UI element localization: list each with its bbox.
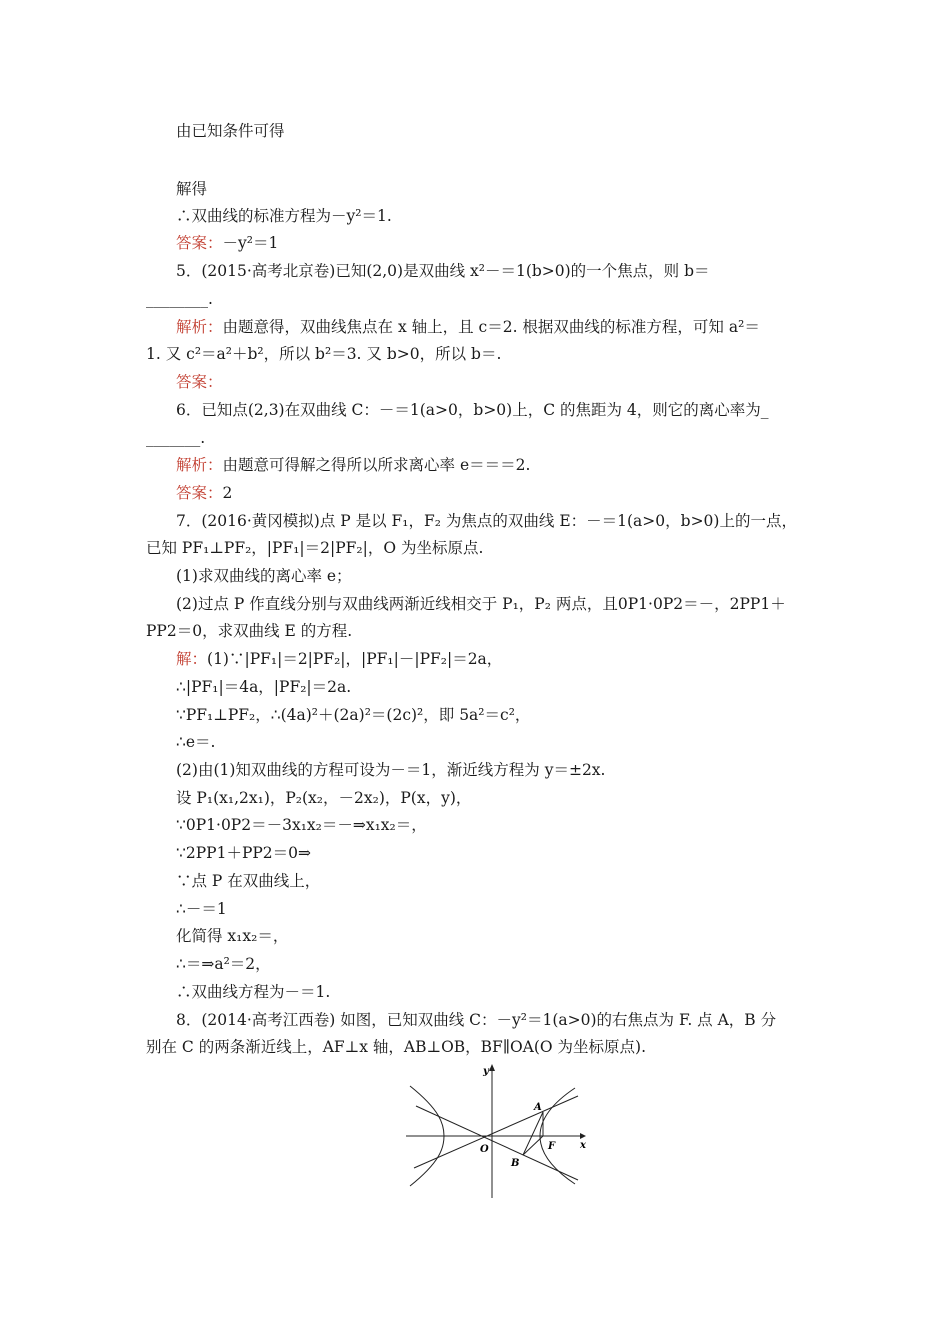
label-f: F bbox=[548, 1141, 556, 1152]
answer-text: －y²＝1 bbox=[222, 234, 279, 252]
text-line: ∵PF₁⊥PF₂，∴(4a)²＋(2a)²＝(2c)²，即 5a²＝c²， bbox=[176, 706, 531, 724]
question-8: 8．(2014·高考江西卷) 如图，已知双曲线 C：－y²＝1(a>0)的右焦点为 F. 点 A，B 分 bbox=[176, 1011, 777, 1029]
text-line: ∴－＝1 bbox=[176, 900, 227, 918]
text-line: (1)求双曲线的离心率 e； bbox=[176, 567, 352, 585]
solution-text: (1)∵|PF₁|＝2|PF₂|，|PF₁|－|PF₂|＝2a， bbox=[207, 650, 503, 668]
text-line: (2)过点 P 作直线分别与双曲线两渐近线相交于 P₁，P₂ 两点，且0P1·0P2＝－，2PP1＋ bbox=[176, 595, 786, 613]
text-line: ∴双曲线方程为－＝1. bbox=[176, 983, 331, 1001]
label-o: O bbox=[480, 1144, 489, 1155]
analysis-line bbox=[176, 454, 530, 476]
hyperbola-figure bbox=[400, 1062, 590, 1200]
text-line: 1. 又 c²＝a²＋b²，所以 b²＝3. 又 b>0，所以 b＝. bbox=[146, 345, 502, 363]
answer-line bbox=[176, 482, 232, 504]
text-line: 别在 C 的两条渐近线上，AF⊥x 轴，AB⊥OB，BF∥OA(O 为坐标原点). bbox=[146, 1038, 647, 1056]
text-line: 已知 PF₁⊥PF₂，|PF₁|＝2|PF₂|，O 为坐标原点. bbox=[146, 539, 484, 557]
answer-text: 2 bbox=[222, 484, 233, 502]
question-6: 6．已知点(2,3)在双曲线 C：－＝1(a>0，b>0)上，C 的焦距为 4，则它的离心率为_ bbox=[176, 401, 769, 419]
analysis-line bbox=[176, 316, 760, 338]
text-line: PP2＝0，求双曲线 E 的方程. bbox=[146, 622, 353, 640]
asymptote-line bbox=[414, 1096, 578, 1168]
text-line: 解得 bbox=[176, 180, 208, 198]
x-axis-arrow bbox=[580, 1133, 586, 1139]
text-line: (2)由(1)知双曲线的方程可设为－＝1，渐近线方程为 y＝±2x. bbox=[176, 761, 606, 779]
segment-bf bbox=[523, 1136, 543, 1155]
text-line: ∵点 P 在双曲线上， bbox=[176, 872, 321, 890]
analysis-text: 由题意得，双曲线焦点在 x 轴上，且 c＝2. 根据双曲线的标准方程，可知 a²＝ bbox=[222, 318, 760, 336]
answer-label: 答案： bbox=[176, 373, 223, 391]
analysis-text: 由题意可得解之得所以所求离心率 e＝＝＝2. bbox=[222, 456, 531, 474]
text-line: ∵0P1·0P2＝－3x₁x₂＝－⇒x₁x₂＝， bbox=[176, 816, 427, 834]
text-line: ∴双曲线的标准方程为－y²＝1. bbox=[176, 207, 392, 225]
blank-line: _______. bbox=[146, 429, 206, 447]
analysis-label: 解析： bbox=[176, 456, 223, 474]
question-5: 5．(2015·高考北京卷)已知(2,0)是双曲线 x²－＝1(b>0)的一个焦点，则 b＝ bbox=[176, 262, 710, 280]
text-line: ∴＝⇒a²＝2， bbox=[176, 955, 271, 973]
analysis-label: 解析： bbox=[176, 318, 223, 336]
text-line: 由已知条件可得 bbox=[176, 122, 285, 140]
blank-line: ________. bbox=[146, 290, 213, 308]
label-b: B bbox=[511, 1158, 520, 1169]
text-line: ∴|PF₁|＝4a，|PF₂|＝2a. bbox=[176, 678, 352, 696]
answer-label: 答案： bbox=[176, 484, 223, 502]
question-7: 7．(2016·黄冈模拟)点 P 是以 F₁，F₂ 为焦点的双曲线 E：－＝1(a>0，b>0)上的一点， bbox=[176, 512, 797, 530]
text-line: 化简得 x₁x₂＝， bbox=[176, 927, 289, 945]
label-a: A bbox=[534, 1102, 542, 1113]
answer-line bbox=[176, 232, 278, 254]
solution-label: 解： bbox=[176, 650, 208, 668]
y-axis-arrow bbox=[489, 1064, 495, 1071]
label-x: x bbox=[580, 1140, 586, 1151]
text-line: 设 P₁(x₁,2x₁)，P₂(x₂，－2x₂)，P(x，y)， bbox=[176, 789, 472, 807]
text-line: ∴e＝. bbox=[176, 733, 216, 751]
solution-line bbox=[176, 648, 502, 670]
answer-label: 答案： bbox=[176, 234, 223, 252]
label-y: y bbox=[483, 1066, 489, 1077]
text-line: ∵2PP1＋PP2＝0⇒ bbox=[176, 844, 312, 862]
